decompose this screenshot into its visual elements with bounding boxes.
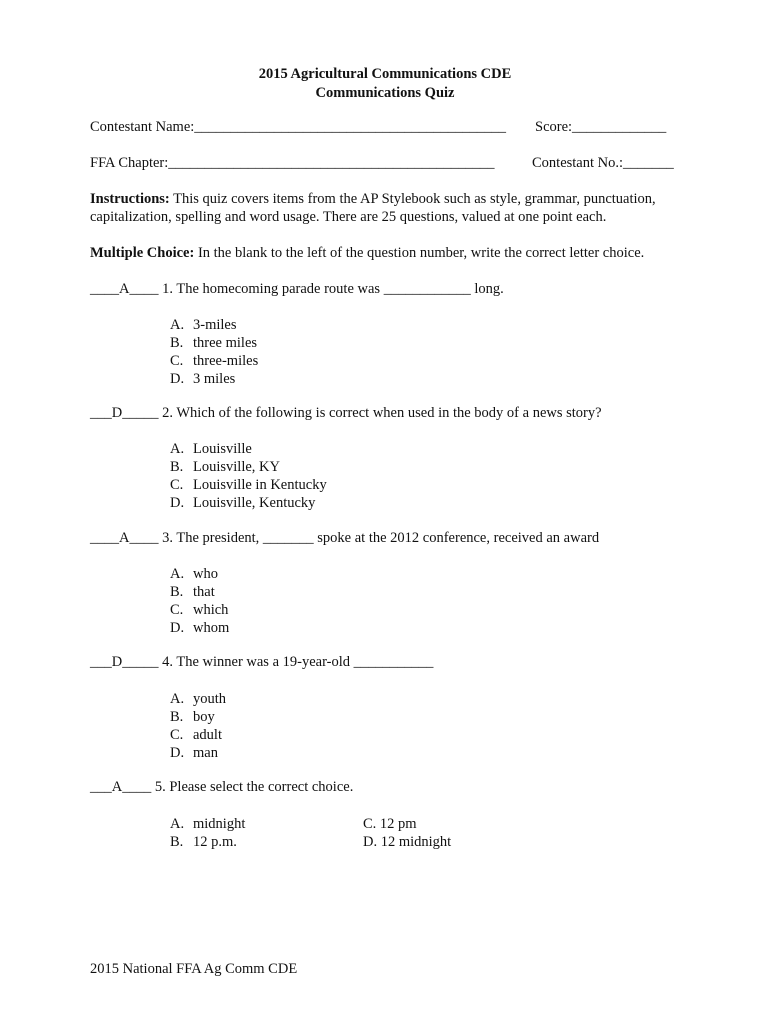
option-c: C. adult [170, 727, 222, 743]
option-d: D. 3 miles [170, 371, 236, 387]
question-3: ____A____ 3. The president, _______ spoke at the 2012 conference, received an award [90, 530, 600, 546]
option-b: B. Louisville, KY [170, 459, 280, 475]
option-a: A. midnight [170, 816, 246, 832]
contestant-no-field: Contestant No.:_______ [532, 155, 674, 171]
option-c: C. three-miles [170, 353, 259, 369]
multiple-choice-text: In the blank to the left of the question number, write the correct letter choice. [194, 245, 645, 261]
option-d: D. whom [170, 620, 230, 636]
option-d: D. Louisville, Kentucky [170, 495, 316, 511]
option-c: C. 12 pm [363, 816, 417, 832]
option-c: C. which [170, 602, 229, 618]
option-b: B. that [170, 584, 215, 600]
option-b: B. 12 p.m. [170, 834, 237, 850]
question-5-options-right [363, 815, 451, 851]
option-d: D. man [170, 745, 218, 761]
option-a: A. Louisville [170, 441, 252, 457]
instructions-text: This quiz covers items from the AP Stylebook such as style, grammar, punctuation, capitalization, spelling and word usage. There are 25 questions, valued at one point each. [90, 191, 656, 225]
question-4: ___D_____ 4. The winner was a 19-year-old ___________ [90, 654, 434, 670]
instructions-label: Instructions: [90, 191, 170, 207]
multiple-choice-label: Multiple Choice: [90, 245, 195, 261]
question-5-options-left [170, 815, 245, 851]
instructions-paragraph [90, 190, 690, 226]
question-4-options [170, 690, 226, 762]
option-d: D. 12 midnight [363, 834, 452, 850]
question-2-options [170, 440, 327, 512]
quiz-subtitle: Communications Quiz [315, 85, 455, 101]
option-c: C. Louisville in Kentucky [170, 477, 327, 493]
option-b: B. boy [170, 709, 215, 725]
question-1: ____A____ 1. The homecoming parade route was ____________ long. [90, 281, 504, 297]
multiple-choice-paragraph [90, 244, 690, 262]
quiz-title: 2015 Agricultural Communications CDE [258, 66, 512, 82]
option-a: A. 3-miles [170, 317, 237, 333]
question-5: ___A____ 5. Please select the correct choice. [90, 779, 354, 795]
option-a: A. youth [170, 691, 227, 707]
page-footer: 2015 National FFA Ag Comm CDE [90, 961, 298, 977]
contestant-name-field: Contestant Name:___________________________________________ [90, 119, 507, 135]
question-2: ___D_____ 2. Which of the following is correct when used in the body of a news story? [90, 405, 602, 421]
option-b: B. three miles [170, 335, 258, 351]
option-a: A. who [170, 566, 218, 582]
score-field: Score:_____________ [535, 119, 667, 135]
ffa-chapter-field: FFA Chapter:_____________________________________________ [90, 155, 495, 171]
question-1-options [170, 316, 258, 388]
question-3-options [170, 565, 229, 637]
